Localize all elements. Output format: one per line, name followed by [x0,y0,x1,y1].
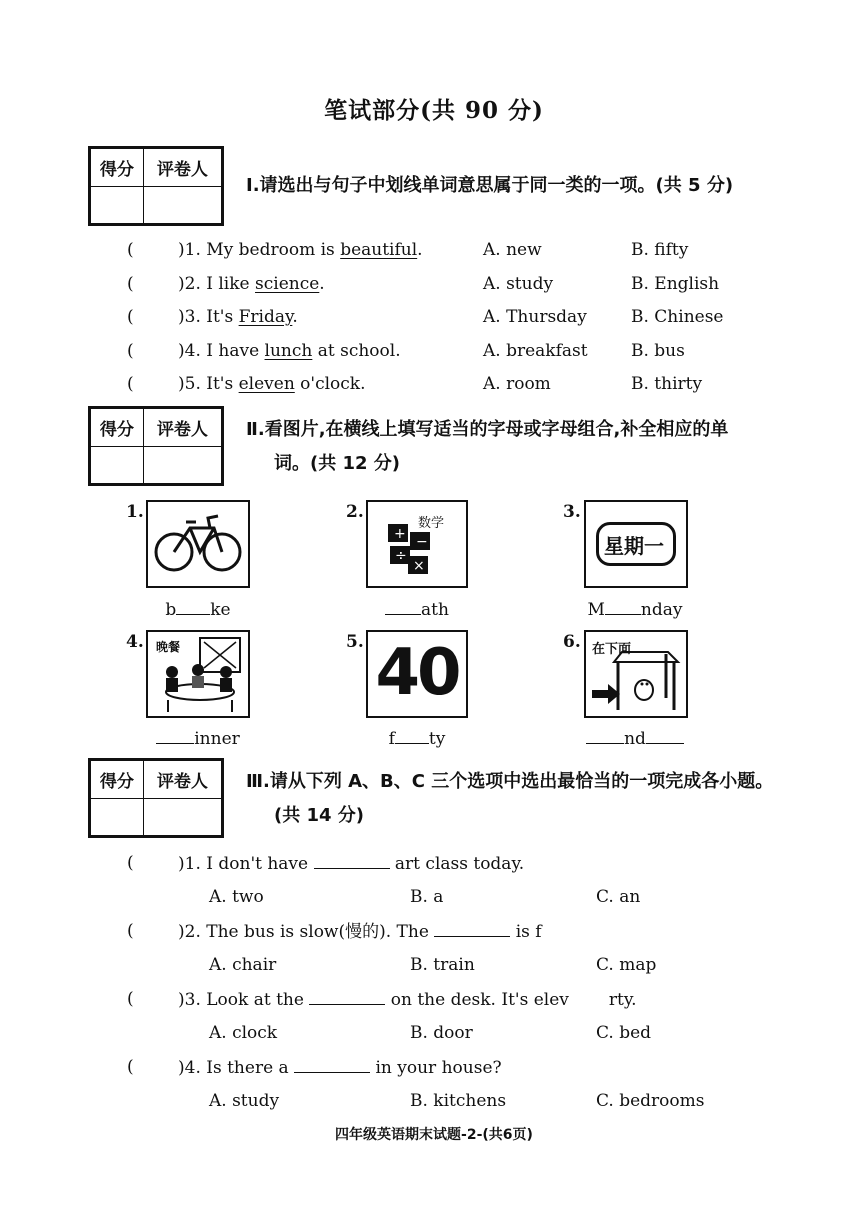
score-cell[interactable] [91,447,144,484]
answer-paren[interactable]: ( [127,307,134,327]
option-a[interactable]: A. two [209,887,264,907]
score-label: 得分 [91,761,144,799]
option-a[interactable]: A. chair [209,955,277,975]
answer-blank[interactable] [385,598,421,615]
word-blank-5: f ty [388,729,446,749]
word-blank-6: nd [555,727,715,749]
score-box-2 [88,406,224,486]
score-box-1 [88,146,224,226]
question-text: )2. The bus is slow(慢的). The is f [178,922,542,942]
answer-blank[interactable] [309,988,385,1005]
monday-picture [584,500,688,588]
underlined-word: eleven [238,374,295,394]
option-b[interactable]: B. fifty [631,240,689,260]
score-label: 得分 [91,409,144,447]
picture-label: 星期一 [604,534,664,558]
answer-blank[interactable] [314,852,390,869]
math-picture [366,500,468,588]
word-blank-4: inner [118,727,278,749]
svg-text:−: − [416,534,428,550]
page-title: 笔试部分(共 90 分) [324,97,544,124]
number-picture [366,630,468,718]
section2-heading-line1: Ⅱ.看图片,在横线上填写适当的字母或字母组合,补全相应的单 [246,419,729,440]
math-symbols-icon [368,502,466,586]
answer-blank[interactable] [176,598,210,615]
page-footer: 四年级英语期末试题-2-(共6页) [335,1127,533,1143]
option-a[interactable]: A. Thursday [483,307,587,327]
grader-cell[interactable] [143,799,221,836]
question-text: )3. Look at the on the desk. It's elev rty. [178,990,637,1010]
question-text: )4. I have lunch at school. [178,341,401,361]
question-text: )1. My bedroom is beautiful. [178,240,423,260]
option-a[interactable]: A. study [483,274,554,294]
option-a[interactable]: A. clock [209,1023,278,1043]
answer-blank[interactable] [646,727,684,744]
item-number: 5. [346,632,364,652]
picture-label: 晚餐 [156,640,181,654]
underlined-word: lunch [264,341,313,361]
section1-heading: Ⅰ.请选出与句子中划线单词意思属于同一类的一项。(共 5 分) [246,175,734,196]
option-c[interactable]: C. an [596,887,641,907]
picture-label: 数学 [418,516,445,531]
grader-label: 评卷人 [143,149,221,187]
option-a[interactable]: A. room [483,374,551,394]
dinner-picture [146,630,250,718]
score-cell[interactable] [91,799,144,836]
answer-paren[interactable]: ( [127,274,134,294]
question-text: )5. It's eleven o'clock. [178,374,366,394]
section3-heading-line1: Ⅲ.请从下列 A、B、C 三个选项中选出最恰当的一项完成各小题。 [246,771,774,792]
under-picture [584,630,688,718]
svg-text:÷: ÷ [395,548,407,564]
grader-cell[interactable] [143,187,221,224]
answer-blank[interactable] [434,920,510,937]
option-b[interactable]: B. a [410,887,444,907]
question-text: )2. I like science. [178,274,325,294]
option-b[interactable]: B. thirty [631,374,703,394]
word-blank-1: b ke [165,600,231,620]
option-b[interactable]: B. train [410,955,475,975]
option-b[interactable]: B. English [631,274,720,294]
number-40-icon: 40 [375,636,459,710]
grader-label: 评卷人 [143,761,221,799]
underlined-word: Friday [238,307,293,327]
item-number: 3. [563,502,581,522]
option-c[interactable]: C. bed [596,1023,652,1043]
option-b[interactable]: B. Chinese [631,307,724,327]
question-text: )1. I don't have art class today. [178,854,525,874]
answer-paren[interactable]: ( [127,374,134,394]
answer-paren[interactable]: ( [127,341,134,361]
underlined-word: beautiful [340,240,418,260]
score-label: 得分 [91,149,144,187]
word-blank-3: M nday [587,600,683,620]
bicycle-picture [146,500,250,588]
score-cell[interactable] [91,187,144,224]
underlined-word: science [255,274,320,294]
option-b[interactable]: B. bus [631,341,685,361]
bicycle-icon [148,502,248,586]
answer-paren[interactable]: ( [127,989,134,1009]
grader-cell[interactable] [143,447,221,484]
question-text: )3. It's Friday. [178,307,298,327]
svg-text:+: + [394,526,406,542]
answer-blank[interactable] [395,727,429,744]
item-number: 2. [346,502,364,522]
option-b[interactable]: B. door [410,1023,473,1043]
answer-paren[interactable]: ( [127,853,134,873]
section2-heading-line2: 词。(共 12 分) [274,453,401,474]
option-a[interactable]: A. new [483,240,542,260]
answer-paren[interactable]: ( [127,921,134,941]
answer-blank[interactable] [294,1056,370,1073]
answer-paren[interactable]: ( [127,1057,134,1077]
option-a[interactable]: A. study [209,1091,280,1111]
answer-paren[interactable]: ( [127,240,134,260]
answer-blank[interactable] [605,598,641,615]
answer-blank[interactable] [586,727,624,744]
item-number: 6. [563,632,581,652]
answer-blank[interactable] [156,727,194,744]
option-c[interactable]: C. map [596,955,657,975]
grader-label: 评卷人 [143,409,221,447]
item-number: 4. [126,632,144,652]
picture-label: 在下面 [592,642,632,657]
svg-text:×: × [413,558,425,574]
option-a[interactable]: A. breakfast [483,341,588,361]
item-number: 1. [126,502,144,522]
word-blank-2: ath [337,598,497,620]
option-c[interactable]: C. bedrooms [596,1091,705,1111]
score-box-3 [88,758,224,838]
option-b[interactable]: B. kitchens [410,1091,507,1111]
question-text: )4. Is there a in your house? [178,1058,502,1078]
section3-heading-line2: (共 14 分) [274,805,365,826]
